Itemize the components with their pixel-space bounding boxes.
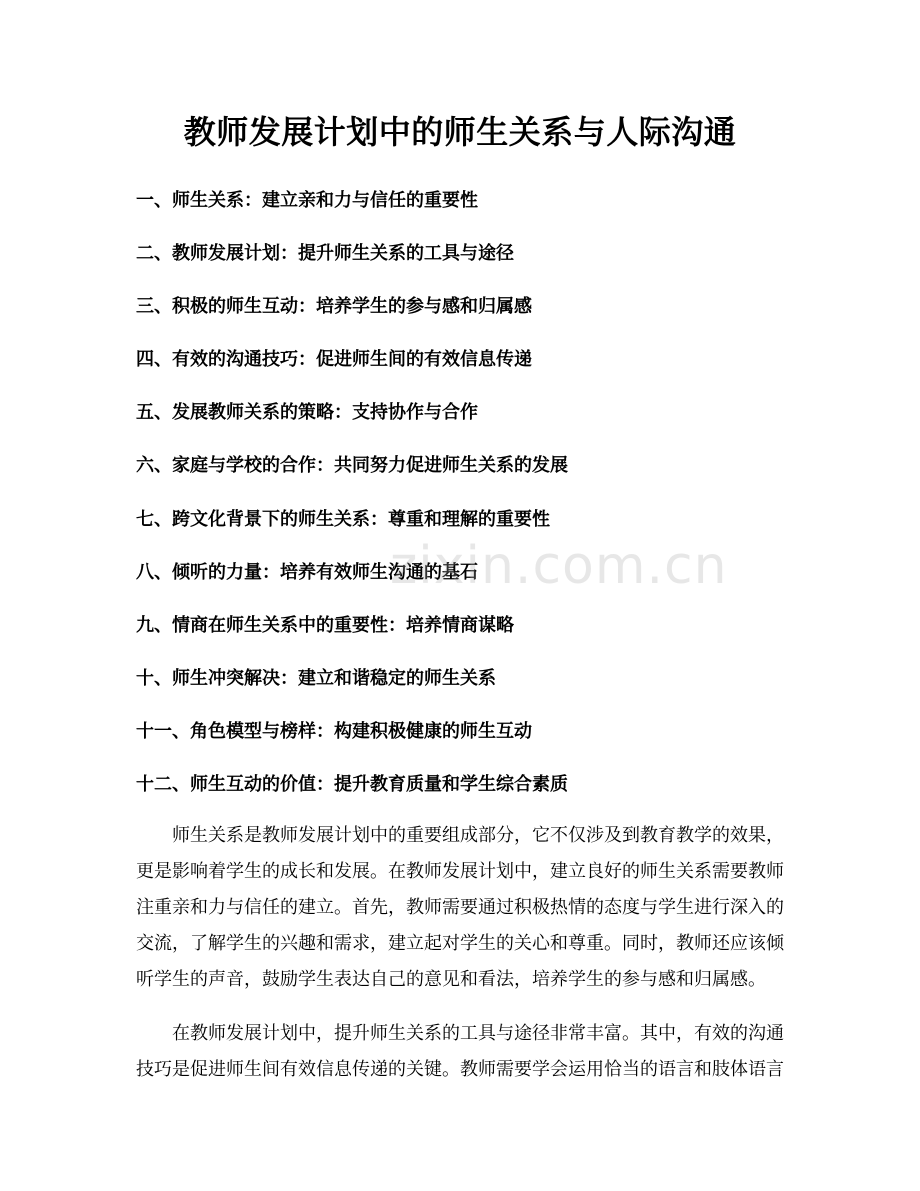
toc-item: 三、积极的师生互动：培养学生的参与感和归属感 — [136, 296, 532, 318]
toc-item: 十一、角色模型与榜样：构建积极健康的师生互动 — [136, 720, 532, 742]
toc-item: 一、师生关系：建立亲和力与信任的重要性 — [136, 190, 478, 211]
toc-item: 二、教师发展计划：提升师生关系的工具与途径 — [136, 243, 514, 265]
page-title: 教师发展计划中的师生关系与人际沟通 — [183, 113, 737, 151]
paragraph: 在教师发展计划中，提升师生关系的工具与途径非常丰富。其中，有效的沟通技巧是促进师生间有效信息传递的关键。教师需要学会运用恰当的语言和肢体语言 — [136, 1023, 784, 1080]
toc-item: 九、情商在师生关系中的重要性：培养情商谋略 — [136, 614, 514, 636]
toc-item: 十、师生冲突解决：建立和谐稳定的师生关系 — [136, 667, 496, 689]
table-of-contents — [136, 186, 796, 823]
toc-item: 七、跨文化背景下的师生关系：尊重和理解的重要性 — [136, 508, 550, 530]
paragraph: 师生关系是教师发展计划中的重要组成部分，它不仅涉及到教育教学的效果，更是影响着学生的成长和发展。在教师发展计划中，建立良好的师生关系需要教师注重亲和力与信任的建立。首先，教师需要通过积极热情的态度与学生进行深入的交流，了解学生的兴趣和需求，建立起对学生的关心和尊重。同时，教师还应该倾听学生的声音，鼓励学生表达自己的意见和看法，培养学生的参与感和归属感。 — [136, 825, 784, 990]
toc-item: 六、家庭与学校的合作：共同努力促进师生关系的发展 — [136, 455, 568, 477]
body-text — [136, 818, 784, 1106]
toc-item: 十二、师生互动的价值：提升教育质量和学生综合素质 — [136, 774, 568, 796]
toc-item: 八、倾听的力量：培养有效师生沟通的基石 — [136, 561, 478, 583]
toc-item: 五、发展教师关系的策略：支持协作与合作 — [136, 402, 478, 424]
toc-item: 四、有效的沟通技巧：促进师生间的有效信息传递 — [136, 349, 532, 371]
watermark: zixin.com.cn — [390, 536, 728, 596]
